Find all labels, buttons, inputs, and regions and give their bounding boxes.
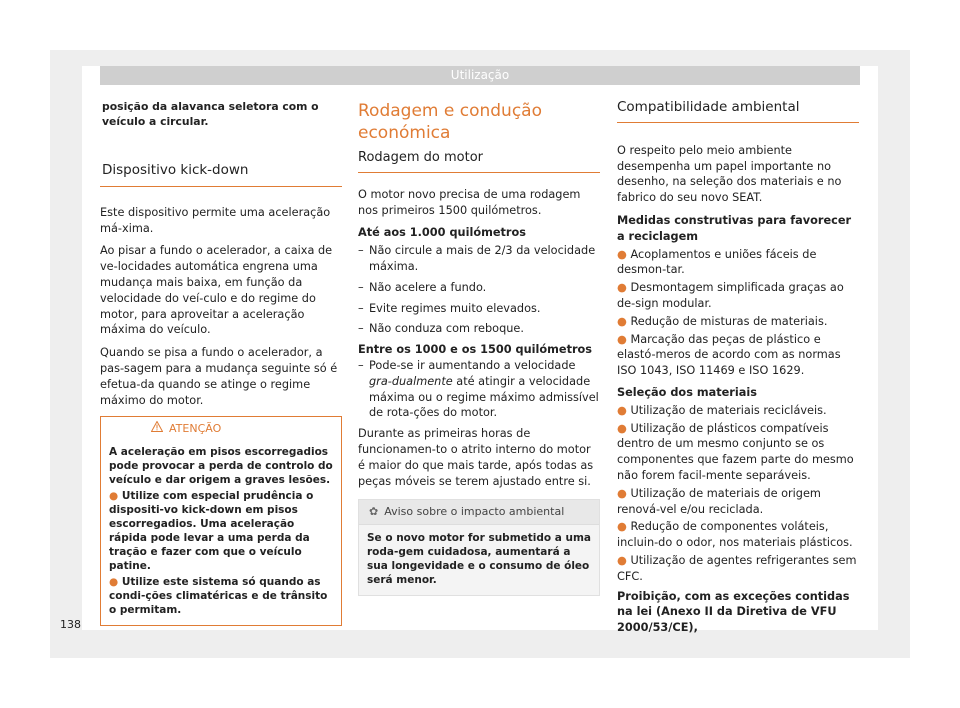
dash-list bbox=[358, 243, 600, 337]
column-3 bbox=[617, 100, 859, 643]
bullet-icon: ● bbox=[617, 421, 627, 435]
subheading: Seleção dos materiais bbox=[617, 385, 757, 399]
list-item bbox=[617, 314, 859, 330]
section-heading-kickdown: Dispositivo kick-down bbox=[100, 163, 342, 187]
note-header bbox=[359, 500, 599, 525]
warning-body bbox=[101, 439, 341, 625]
list-item bbox=[617, 553, 859, 585]
bullet-icon: ● bbox=[109, 576, 119, 589]
list-item-text: Não conduza com reboque. bbox=[369, 322, 524, 336]
subheading: Entre os 1000 e os 1500 quilómetros bbox=[358, 343, 593, 357]
subheading: Medidas construtivas para favorecer a reciclagem bbox=[617, 213, 852, 243]
bullet-icon: ● bbox=[617, 486, 627, 500]
paragraph: Quando se pisa a fundo o acelerador, a pas-sagem para a mudança seguinte só é efetua-da quando se atinge o regime máximo do motor. bbox=[100, 346, 338, 407]
flower-icon: ✿ bbox=[369, 505, 379, 519]
list-item bbox=[617, 247, 859, 279]
bullet-icon: ● bbox=[617, 553, 627, 567]
list-item: – Não circule a mais de 2/3 da velocidade máxima. bbox=[358, 243, 600, 275]
bullet-icon: ● bbox=[617, 520, 627, 534]
list-item: – Não conduza com reboque. bbox=[358, 322, 524, 336]
subheading: Até aos 1.000 quilómetros bbox=[358, 226, 526, 240]
warning-triangle-icon bbox=[151, 421, 163, 437]
paragraph: Ao pisar a fundo o acelerador, a caixa de ve-locidades automática engrena uma mudança mais baixa, em função da velocidade do veí-culo e do regime do motor, para aproveitar a aceleração máxima do veículo. bbox=[100, 244, 333, 337]
list-item bbox=[617, 421, 859, 484]
list-item-text: Redução de componentes voláteis, incluin-do o odor, nos materiais plásticos. bbox=[617, 520, 853, 550]
bullet-icon: ● bbox=[617, 403, 627, 417]
intro-text: posição da alavanca seletora com o veículo a circular. bbox=[102, 100, 319, 128]
list-item: – Não acelere a fundo. bbox=[358, 280, 487, 294]
list-item-text: Acoplamentos e uniões fáceis de desmon-tar. bbox=[617, 247, 817, 277]
section-heading-ambiental: Compatibilidade ambiental bbox=[617, 100, 859, 123]
bullet-icon: ● bbox=[617, 332, 627, 346]
list-item-text: Desmontagem simplificada graças ao de-sign modular. bbox=[617, 281, 844, 310]
warning-box bbox=[100, 416, 342, 626]
section-heading-rodagem: Rodagem do motor bbox=[358, 150, 600, 173]
warning-title: ATENÇÃO bbox=[169, 422, 222, 436]
list-item-text: Utilização de plásticos compatíveis dentro de um mesmo conjunto se os componentes que fazem parte do mesmo não forem facil-mente separáveis. bbox=[617, 421, 854, 482]
bullet-icon: ● bbox=[109, 490, 119, 503]
chapter-title: Rodagem e condução económica bbox=[358, 101, 542, 143]
bullet-icon: ● bbox=[617, 247, 627, 261]
paragraph: Durante as primeiras horas de funcionamen-to o atrito interno do motor é maior do que mais tarde, após todas as peças móveis se terem ajustado entre si. bbox=[358, 427, 594, 488]
list-item-text: Evite regimes muito elevados. bbox=[369, 301, 541, 315]
list-item-text: Marcação das peças de plástico e elastó-meros de acordo com as normas ISO 1043, ISO 11469 e ISO 1629. bbox=[617, 332, 841, 378]
list-item: – Pode-se ir aumentando a velocidade gra-dualmente até atingir a velocidade máxima ou o regime máximo admissível de rota-ções do motor. bbox=[358, 358, 599, 420]
warning-bullet-text: Utilize este sistema só quando as condi-ções climatéricas e de trânsito o permitam. bbox=[109, 576, 328, 617]
bullet-icon: ● bbox=[617, 314, 627, 328]
column-1 bbox=[100, 100, 342, 626]
note-title: Aviso sobre o impacto ambiental bbox=[384, 505, 565, 519]
paragraph: Proibição, com as exceções contidas na lei (Anexo II da Diretiva de VFU 2000/53/CE), bbox=[617, 589, 850, 635]
list-item-text: Pode-se ir aumentando a velocidade gra-dualmente até atingir a velocidade máxima ou o regime máximo admissível de rota-ções do motor. bbox=[369, 358, 599, 420]
list-item bbox=[617, 519, 859, 551]
list-item-text: Utilização de materiais recicláveis. bbox=[630, 403, 827, 417]
list-item: – Evite regimes muito elevados. bbox=[358, 301, 541, 315]
page-number: 138 bbox=[60, 618, 81, 631]
list-item bbox=[617, 332, 859, 379]
list-item bbox=[617, 403, 859, 419]
list-item-text: Utilização de agentes refrigerantes sem CFC. bbox=[617, 553, 857, 583]
list-item bbox=[617, 280, 859, 312]
list-item-text: Não acelere a fundo. bbox=[369, 280, 487, 294]
bullet-icon: ● bbox=[617, 281, 627, 295]
environment-note-box bbox=[358, 499, 600, 596]
list-item-text: Utilização de materiais de origem renová-vel e/ou reciclada. bbox=[617, 486, 821, 516]
note-body: Se o novo motor for submetido a uma roda-gem cuidadosa, aumentará a sua longevidade e o consumo de óleo será menor. bbox=[359, 525, 599, 595]
list-item-text: Não circule a mais de 2/3 da velocidade máxima. bbox=[369, 244, 596, 273]
paragraph: O respeito pelo meio ambiente desempenha um papel importante no desenho, na seleção dos materiais e no fabrico do seu novo SEAT. bbox=[617, 143, 842, 205]
warning-header bbox=[101, 417, 341, 439]
list-item bbox=[617, 486, 859, 518]
warning-bullet bbox=[109, 575, 333, 617]
warning-text: A aceleração em pisos escorregadios pode provocar a perda de controlo do veículo e dar origem a graves lesões. bbox=[109, 446, 333, 487]
warning-bullet bbox=[109, 489, 333, 573]
section-header: Utilização bbox=[100, 66, 860, 85]
column-2 bbox=[358, 100, 600, 596]
warning-bullet-text: Utilize com especial prudência o dispositi-vo kick-down em pisos escorregadios. Uma aceleração rápida pode levar a uma perda da tração e fazer com que o veículo patine. bbox=[109, 490, 314, 573]
list-item-text: Redução de misturas de materiais. bbox=[630, 314, 828, 328]
paragraph: Este dispositivo permite uma aceleração má-xima. bbox=[100, 205, 331, 235]
paragraph: O motor novo precisa de uma rodagem nos primeiros 1500 quilómetros. bbox=[358, 187, 581, 217]
